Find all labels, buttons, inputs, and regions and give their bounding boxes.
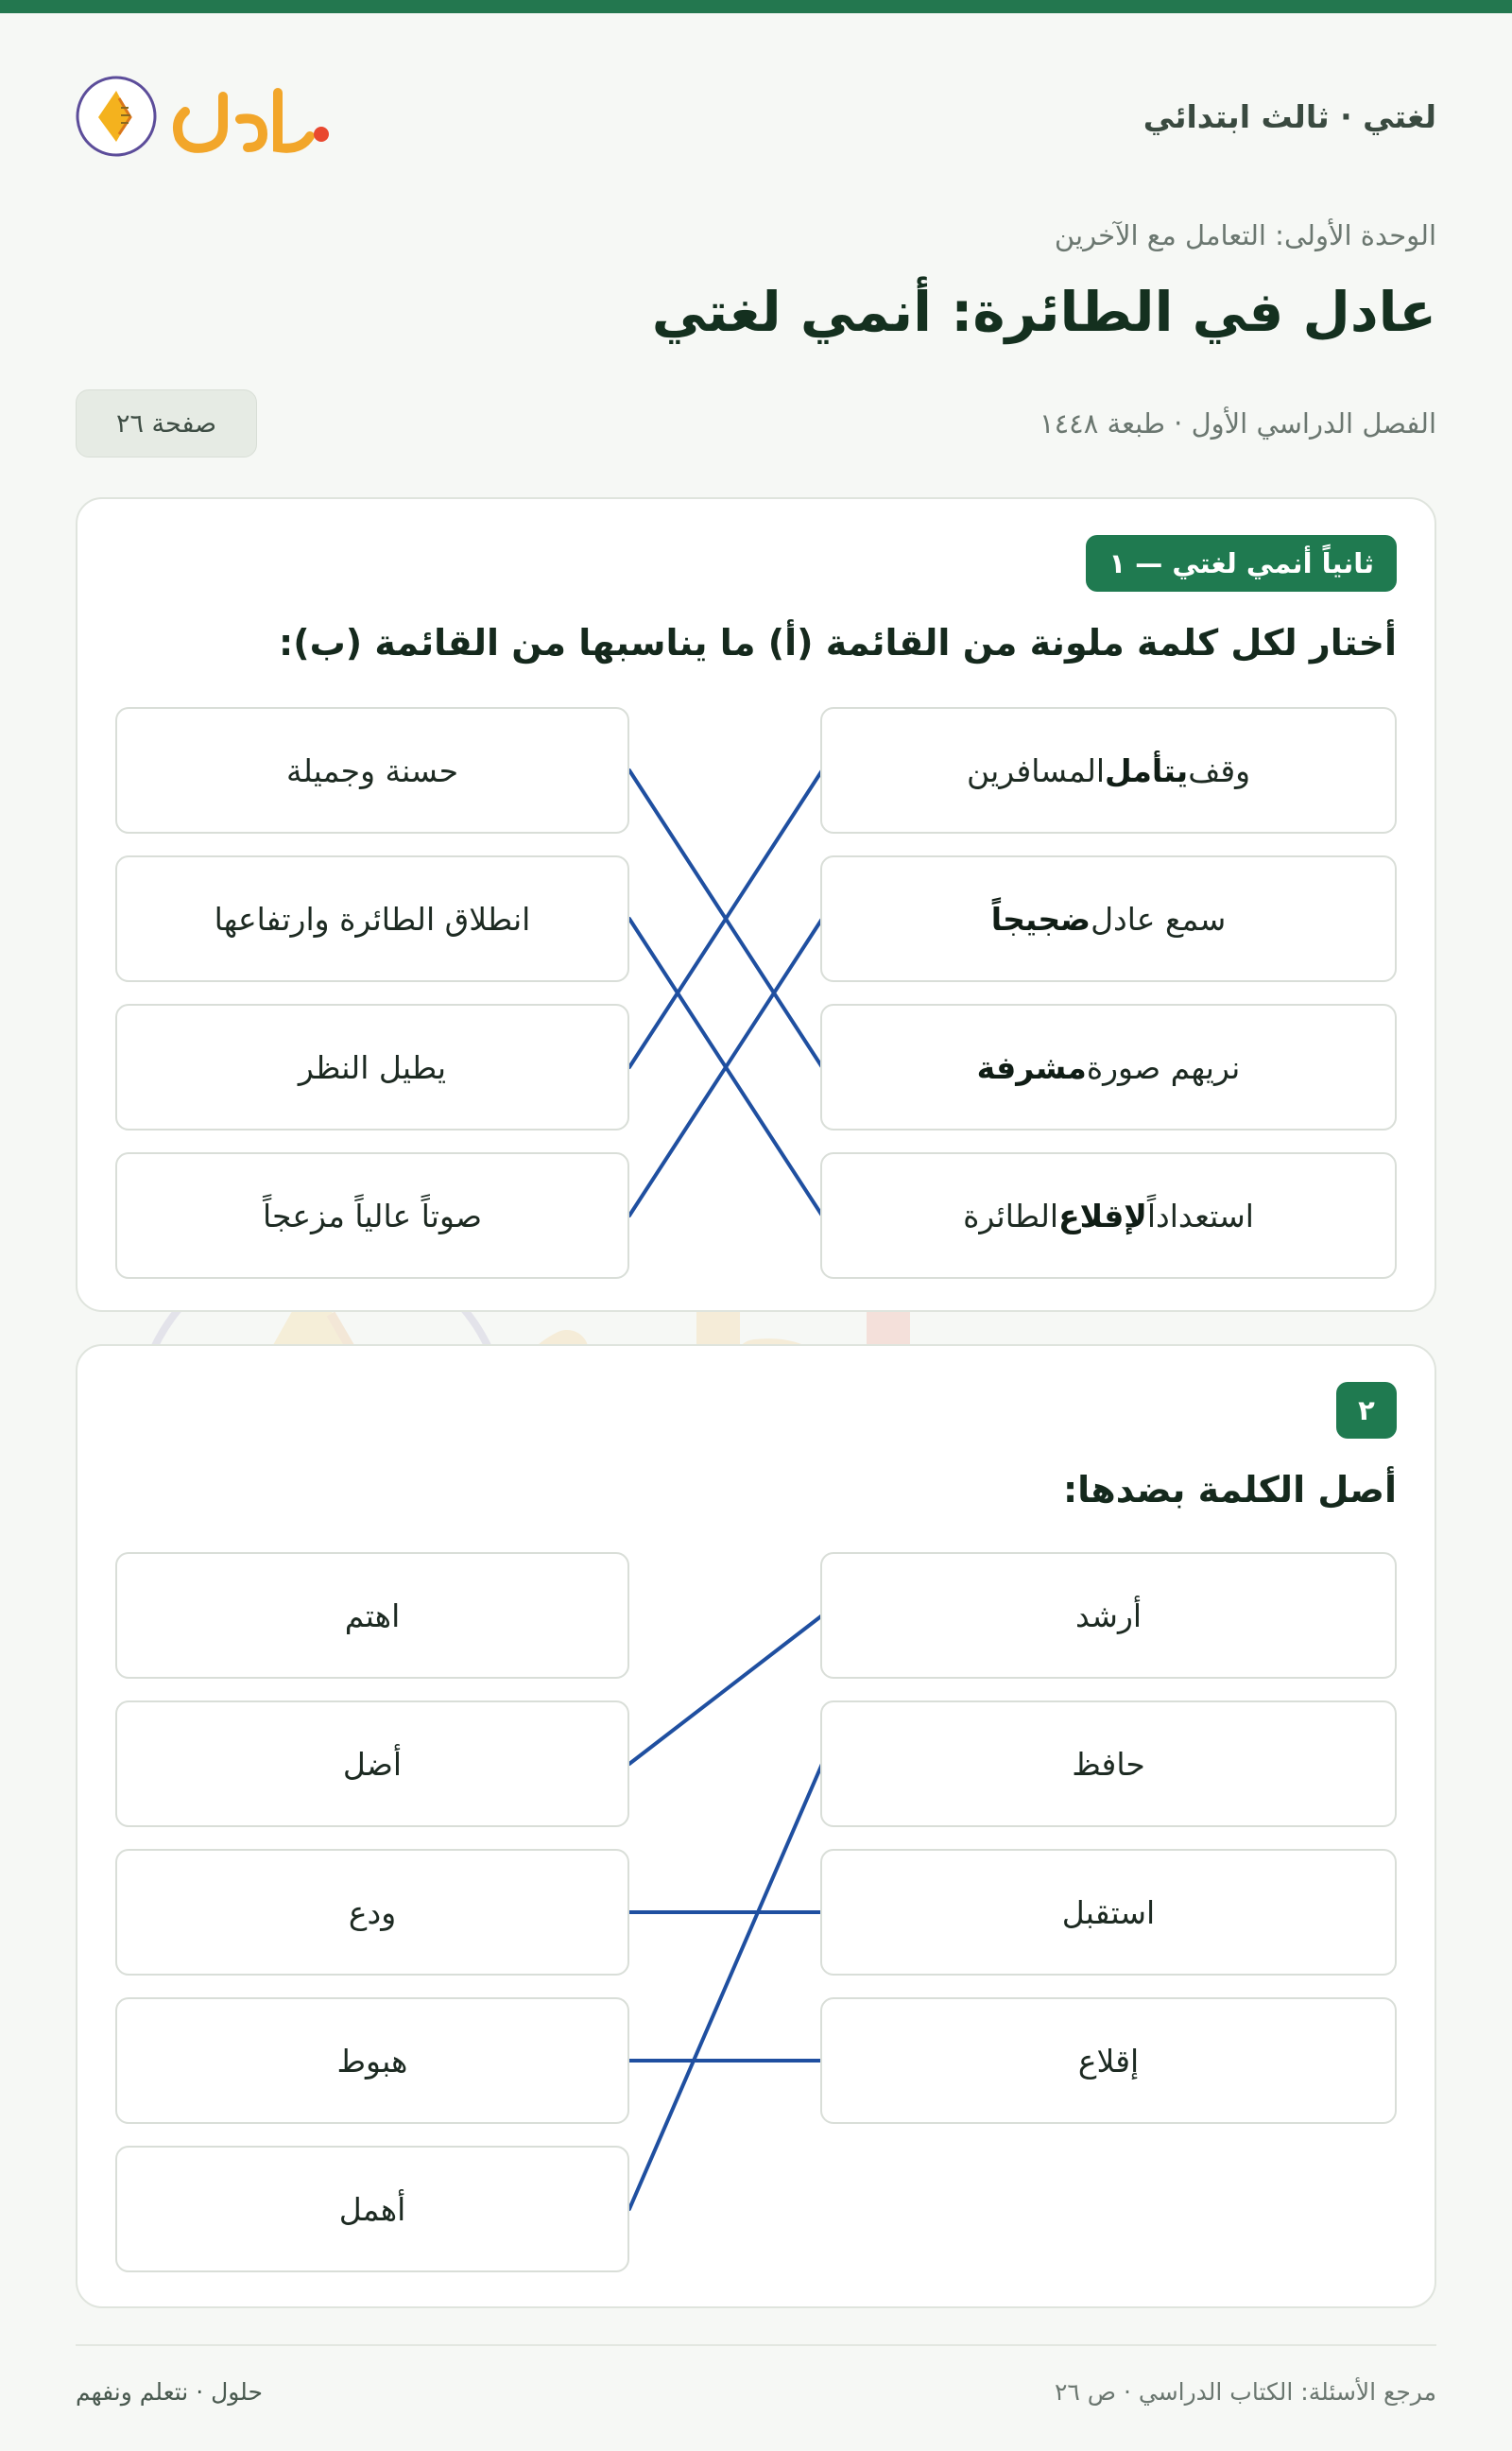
list-a-item-3-before: نريهم صورة	[1086, 1048, 1241, 1086]
top-accent-bar	[0, 0, 1512, 13]
list-a-item-2[interactable]	[820, 855, 1397, 982]
exercise-2-match-line-1	[629, 1615, 822, 1764]
list-a-item-4-after: الطائرة	[963, 1197, 1059, 1234]
list-a-item-1-after: المسافرين	[966, 751, 1106, 789]
exercise-2-card	[76, 1344, 1436, 2308]
list-a-item-1-before: وقف	[1188, 751, 1251, 789]
opposite-item-5[interactable]: أهمل	[115, 2146, 629, 2272]
subject-grade: لغتي · ثالث ابتدائي	[1143, 98, 1436, 135]
exercise-2-question: أصل الكلمة بضدها:	[1062, 1469, 1397, 1510]
opposite-item-4[interactable]: هبوط	[115, 1997, 629, 2124]
list-b-item-2[interactable]: انطلاق الطائرة وارتفاعها	[115, 855, 629, 982]
list-b-item-4[interactable]: صوتاً عالياً مزعجاً	[115, 1152, 629, 1279]
word-item-3[interactable]: استقبل	[820, 1849, 1397, 1976]
list-b-item-3[interactable]: يطيل النظر	[115, 1004, 629, 1131]
unit-title: الوحدة الأولى: التعامل مع الآخرين	[1054, 219, 1436, 251]
list-a-item-1[interactable]	[820, 707, 1397, 834]
list-a-item-1-keyword: يتأمل	[1105, 751, 1189, 789]
list-a-item-4[interactable]	[820, 1152, 1397, 1279]
page-title: عادل في الطائرة: أنمي لغتي	[651, 280, 1436, 344]
list-a-item-2-keyword: ضجيجاً	[990, 900, 1091, 938]
footer-tagline: حلول · نتعلم ونفهم	[76, 2378, 263, 2406]
brand-logo	[74, 64, 338, 168]
exercise-2-match-line-2	[629, 1764, 822, 2209]
list-a-item-3-keyword: مشرفة	[976, 1048, 1087, 1086]
list-b-item-1[interactable]: حسنة وجميلة	[115, 707, 629, 834]
word-item-1[interactable]: أرشد	[820, 1552, 1397, 1679]
page-number-badge: صفحة ٢٦	[76, 389, 257, 457]
logo-wordmark	[168, 64, 338, 168]
opposite-item-3[interactable]: ودع	[115, 1849, 629, 1976]
word-item-4[interactable]: إقلاع	[820, 1997, 1397, 2124]
word-item-2[interactable]: حافظ	[820, 1700, 1397, 1827]
list-a-item-4-before: استعداداً	[1146, 1197, 1254, 1234]
term-edition: الفصل الدراسي الأول · طبعة ١٤٤٨	[1040, 407, 1436, 440]
opposite-item-2[interactable]: أضل	[115, 1700, 629, 1827]
list-a-item-2-before: سمع عادل	[1091, 900, 1227, 938]
list-a-item-3[interactable]	[820, 1004, 1397, 1131]
logo-emblem-icon	[74, 74, 159, 159]
exercise-1-badge: ثانياً أنمي لغتي — ١	[1086, 535, 1397, 592]
footer-reference: مرجع الأسئلة: الكتاب الدراسي · ص ٢٦	[1054, 2378, 1436, 2406]
list-a-item-4-keyword: لإقلاع	[1058, 1197, 1147, 1234]
exercise-2-badge: ٢	[1336, 1382, 1397, 1439]
opposite-item-1[interactable]: اهتم	[115, 1552, 629, 1679]
exercise-1-question: أختار لكل كلمة ملونة من القائمة (أ) ما يناسبها من القائمة (ب):	[279, 622, 1397, 664]
exercise-1-card	[76, 497, 1436, 1312]
footer-divider	[76, 2344, 1436, 2346]
